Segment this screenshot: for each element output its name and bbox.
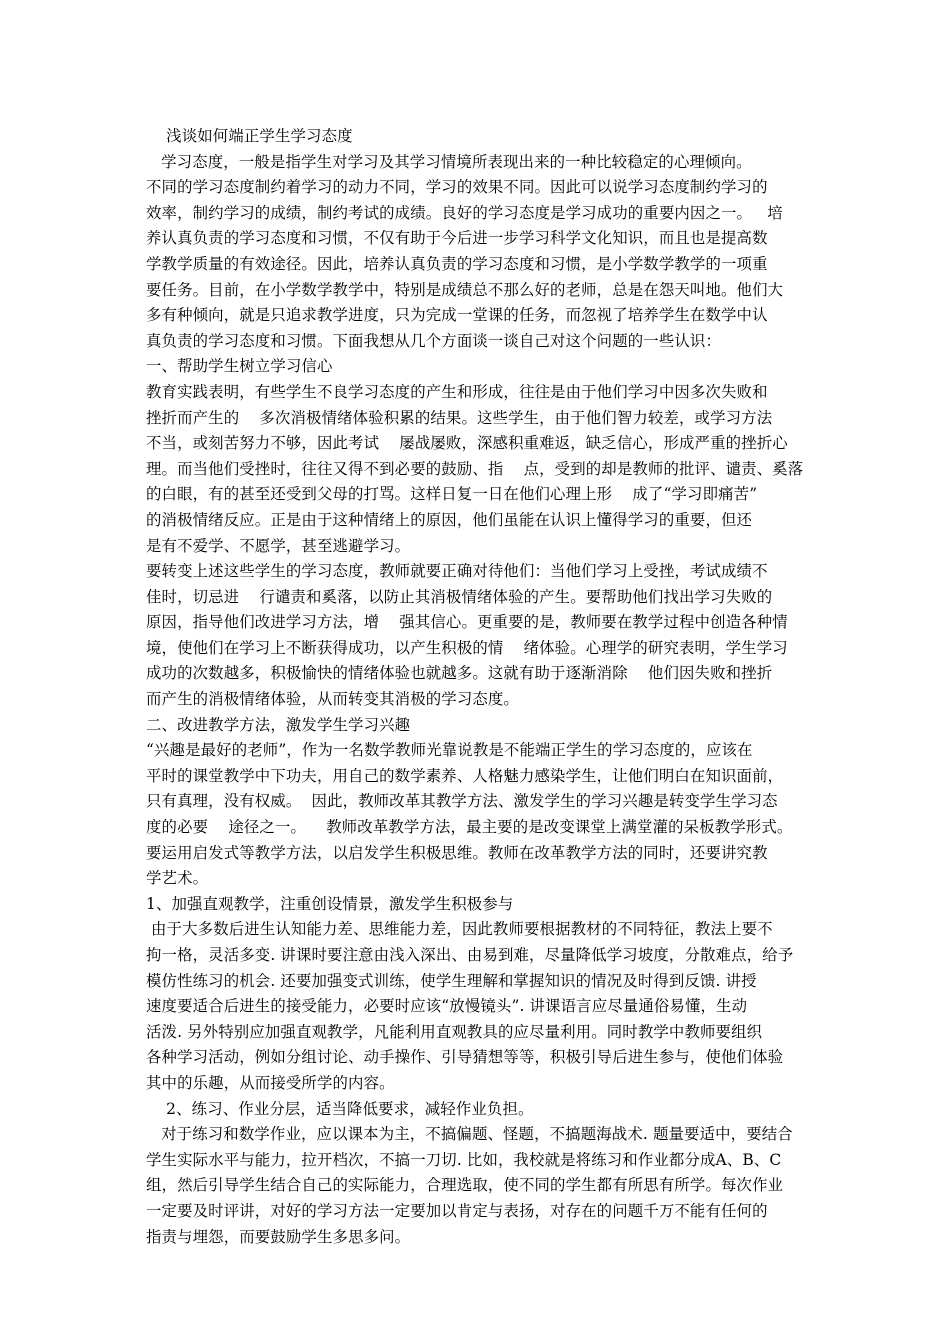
text-line: 度的必要 途径之一。 教师改革教学方法，最主要的是改变课堂上满堂灌的呆板教学形式。 <box>146 818 793 837</box>
text-line: 养认真负责的学习态度和习惯，不仅有助于今后进一步学习科学文化知识，而且也是提高数 <box>146 229 768 248</box>
section-heading: 二、改进教学方法，激发学生学习兴趣 <box>146 715 411 734</box>
text-line: 活泼. 另外特别应加强直观教学，凡能利用直观教具的应尽量利用。同时教学中教师要组织 <box>146 1022 763 1041</box>
text-line: 指责与埋怨，而要鼓励学生多思多问。 <box>146 1227 411 1246</box>
document-title: 浅谈如何端正学生学习态度 <box>146 127 353 145</box>
subsection-heading: 1、加强直观教学，注重创设情景，激发学生积极参与 <box>146 894 514 913</box>
text-line: “兴趣是最好的老师”，作为一名数学教师光靠说教是不能端正学生的学习态度的，应该在 <box>146 741 753 760</box>
text-line: 要任务。目前，在小学数学教学中，特别是成绩总不那么好的老师，总是在怨天叫地。他们大 <box>146 280 784 299</box>
text-line: 效率，制约学习的成绩，制约考试的成绩。良好的学习态度是学习成功的重要内因之一。 培 <box>146 203 783 222</box>
text-line: 不同的学习态度制约着学习的动力不同，学习的效果不同。因此可以说学习态度制约学习的 <box>146 178 768 197</box>
text-line: 学艺术。 <box>146 869 209 888</box>
text-line: 学习态度，一般是指学生对学习及其学习情境所表现出来的一种比较稳定的心理倾向。 <box>146 152 752 171</box>
text-line: 理。而当他们受挫时，往往又得不到必要的鼓励、指 点，受到的却是教师的批评、谴责、奚落 <box>146 459 804 478</box>
text-line: 只有真理，没有权威。 因此，教师改革其教学方法、激发学生的学习兴趣是转变学生学习态 <box>146 792 778 811</box>
text-line: 对于练习和数学作业，应以课本为主，不搞偏题、怪题，不搞题海战术. 题量要适中，要结合 <box>146 1125 793 1144</box>
text-line: 速度要适合后进生的接受能力，必要时应该“放慢镜头”. 讲课语言应尽量通俗易懂，生动 <box>146 997 748 1016</box>
text-line: 而产生的消极情绪体验，从而转变其消极的学习态度。 <box>146 690 519 709</box>
text-line: 教育实践表明，有些学生不良学习态度的产生和形成，往往是由于他们学习中因多次失败和 <box>146 382 768 401</box>
text-line: 成功的次数越多，积极愉快的情绪体验也就越多。这就有助于逐渐消除 他们因失败和挫折 <box>146 664 773 683</box>
text-line: 真负责的学习态度和习惯。下面我想从几个方面谈一谈自己对这个问题的一些认识： <box>146 331 722 350</box>
text-line: 一定要及时评讲，对好的学习方法一定要加以肯定与表扬，对存在的问题千万不能有任何的 <box>146 1201 768 1220</box>
text-line: 由于大多数后进生认知能力差、思维能力差，因此教师要根据教材的不同特征，教法上要不 <box>146 920 773 939</box>
text-line: 平时的课堂教学中下功夫，用自己的数学素养、人格魅力感染学生，让他们明白在知识面前， <box>146 766 784 785</box>
text-line: 组，然后引导学生结合自己的实际能力，合理选取，使不同的学生都有所思有所学。每次作业 <box>146 1176 784 1195</box>
text-line: 学生实际水平与能力，拉开档次，不搞一刀切. 比如，我校就是将练习和作业都分成A、B、C <box>146 1150 782 1169</box>
document-page <box>146 124 818 1250</box>
text-line: 模仿性练习的机会. 还要加强变式训练，使学生理解和掌握知识的情况及时得到反馈. 讲授 <box>146 971 757 990</box>
text-line: 要运用启发式等教学方法，以启发学生积极思维。教师在改革教学方法的同时，还要讲究教 <box>146 843 768 862</box>
section-heading: 一、帮助学生树立学习信心 <box>146 357 333 376</box>
text-line: 原因，指导他们改进学习方法，增 强其信心。更重要的是，教师要在教学过程中创造各种情 <box>146 613 788 632</box>
text-line: 的白眼，有的甚至还受到父母的打骂。这样日复一日在他们心理上形 成了“学习即痛苦” <box>146 485 758 504</box>
text-line: 是有不爱学、不愿学，甚至逃避学习。 <box>146 536 411 555</box>
text-line: 要转变上述这些学生的学习态度，教师就要正确对待他们：当他们学习上受挫，考试成绩不 <box>146 562 768 581</box>
text-line: 佳时，切忌进 行谴责和奚落，以防止其消极情绪体验的产生。要帮助他们找出学习失败的 <box>146 587 773 606</box>
text-line: 其中的乐趣，从而接受所学的内容。 <box>146 1073 395 1092</box>
text-line: 挫折而产生的 多次消极情绪体验积累的结果。这些学生，由于他们智力较差，或学习方法 <box>146 408 773 427</box>
text-line: 的消极情绪反应。正是由于这种情绪上的原因，他们虽能在认识上懂得学习的重要，但还 <box>146 510 753 529</box>
text-line: 境，使他们在学习上不断获得成功，以产生积极的情 绪体验。心理学的研究表明，学生学习 <box>146 638 788 657</box>
text-line: 拘一格，灵活多变. 讲课时要注意由浅入深出、由易到难，尽量降低学习坡度，分散难点，给予 <box>146 946 794 964</box>
text-line: 多有种倾向，就是只追求教学进度，只为完成一堂课的任务，而忽视了培养学生在数学中认 <box>146 306 768 325</box>
subsection-heading: 2、练习、作业分层，适当降低要求，减轻作业负担。 <box>146 1099 534 1118</box>
text-line: 各种学习活动，例如分组讨论、动手操作、引导猜想等等，积极引导后进生参与，使他们体验 <box>146 1048 784 1067</box>
text-line: 不当，或刻苦努力不够，因此考试 屡战屡败，深感积重难返，缺乏信心，形成严重的挫折心 <box>146 434 788 453</box>
text-line: 学教学质量的有效途径。因此，培养认真负责的学习态度和习惯，是小学数学教学的一项重 <box>146 254 768 273</box>
